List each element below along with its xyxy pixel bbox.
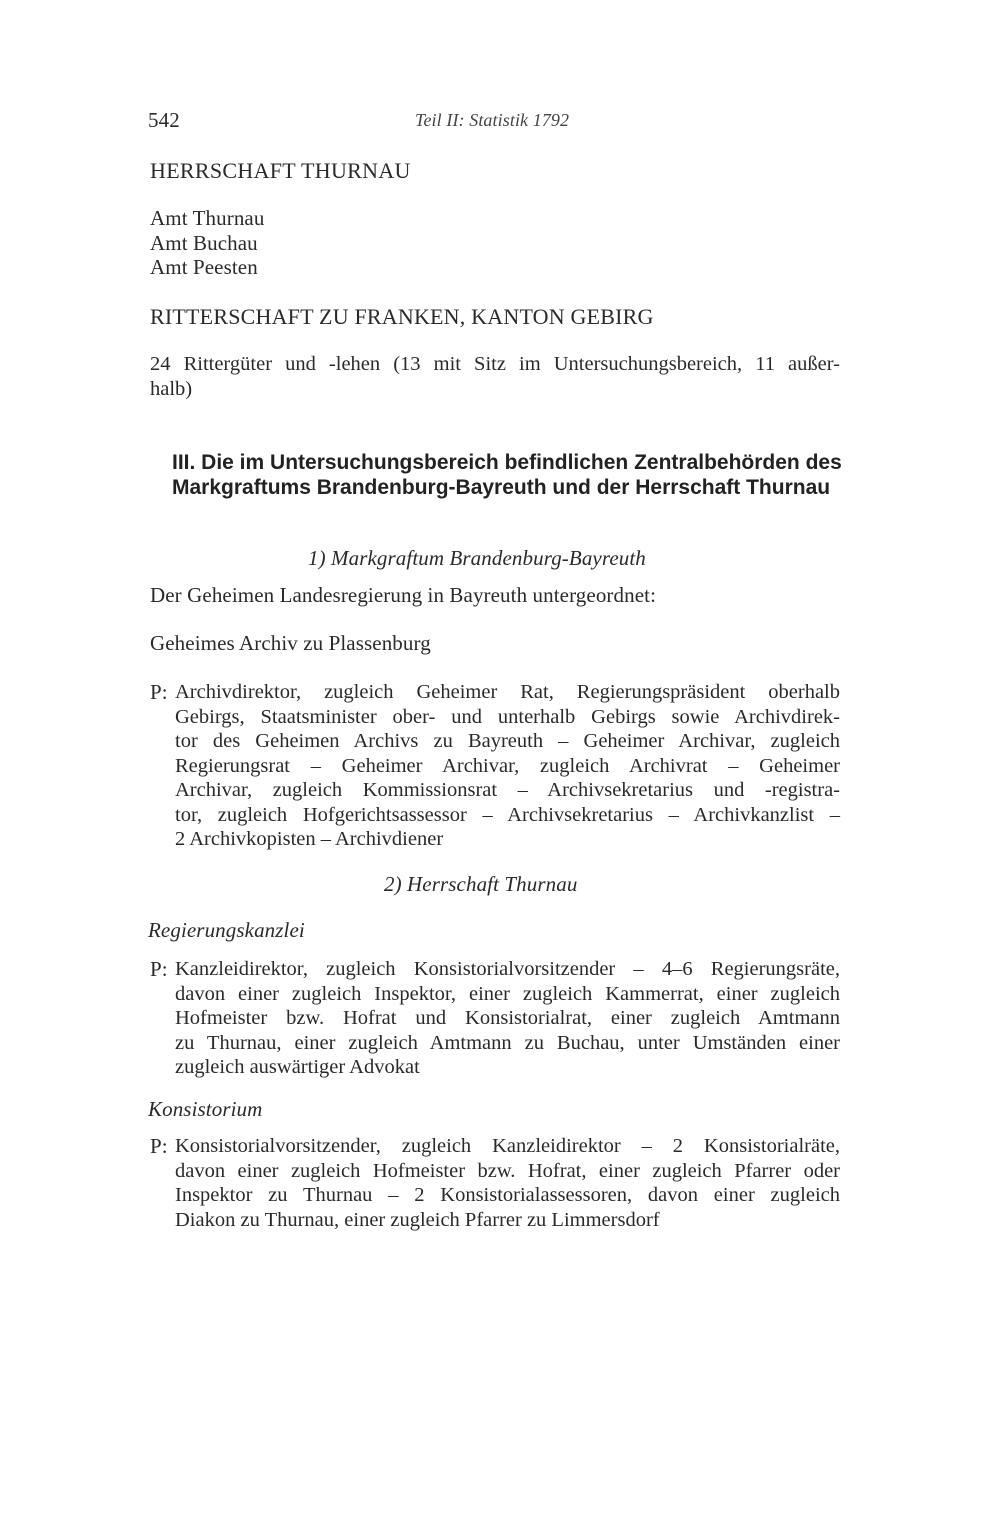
heading-line: III. Die im Untersuchungsbereich befindlichen Zentralbehörden des: [172, 451, 842, 474]
personnel-label: P:: [150, 1134, 168, 1158]
institution-regierungskanzlei: Regierungskanzlei: [148, 918, 305, 942]
section-heading-iii: [172, 450, 842, 500]
text-line: zugleich auswärtiger Advokat: [175, 1056, 420, 1078]
text-line: halb): [150, 377, 193, 400]
text-line: Archivar, zugleich Kommissionsrat – Archivsekretarius und -registra-: [175, 779, 840, 801]
personnel-list-konsistorium: [175, 1134, 840, 1232]
institution-geheimes-archiv: Geheimes Archiv zu Plassenburg: [150, 631, 431, 655]
text-line: Diakon zu Thurnau, einer zugleich Pfarrer zu Limmersdorf: [175, 1208, 660, 1231]
text-line: zu Thurnau, einer zugleich Amtmann zu Buchau, unter Umständen einer: [175, 1031, 840, 1054]
text-line: tor des Geheimen Archivs zu Bayreuth – Geheimer Archivar, zugleich: [175, 730, 840, 752]
heading-line: Markgraftums Brandenburg-Bayreuth und der Herrschaft Thurnau: [172, 476, 831, 499]
text-line: Inspektor zu Thurnau – 2 Konsistorialassessoren, davon einer zugleich: [175, 1184, 840, 1206]
text-line: Gebirgs, Staatsminister ober- und unterhalb Gebirgs sowie Archivdirek-: [175, 705, 840, 728]
list-item: Amt Buchau: [150, 231, 258, 255]
text-line: 2 Archivkopisten – Archivdiener: [175, 828, 444, 850]
text-line: davon einer zugleich Inspektor, einer zugleich Kammerrat, einer zugleich: [175, 982, 840, 1005]
text-line: Kanzleidirektor, zugleich Konsistorialvorsitzender – 4–6 Regierungsräte,: [175, 958, 840, 980]
text-line: Hofmeister bzw. Hofrat und Konsistorialrat, einer zugleich Amtmann: [175, 1007, 840, 1029]
text-line: Archivdirektor, zugleich Geheimer Rat, Regierungspräsident oberhalb: [175, 681, 840, 703]
ritterschaft-text: [150, 352, 840, 401]
institution-konsistorium: Konsistorium: [148, 1097, 263, 1121]
section-title-herrschaft-thurnau: HERRSCHAFT THURNAU: [150, 158, 411, 183]
text-line: Regierungsrat – Geheimer Archivar, zugleich Archivrat – Geheimer: [175, 754, 840, 777]
personnel-list-archiv: [175, 680, 840, 852]
page-number: 542: [148, 108, 180, 132]
subheading-markgraftum: 1) Markgraftum Brandenburg-Bayreuth: [308, 546, 646, 570]
personnel-label: P:: [150, 680, 168, 704]
text-line: davon einer zugleich Hofmeister bzw. Hofrat, einer zugleich Pfarrer oder: [175, 1159, 840, 1182]
personnel-label: P:: [150, 957, 168, 981]
list-item: Amt Peesten: [150, 255, 258, 279]
section-title-ritterschaft: RITTERSCHAFT ZU FRANKEN, KANTON GEBIRG: [150, 304, 654, 329]
personnel-list-regierungskanzlei: [175, 957, 840, 1080]
text-line: tor, zugleich Hofgerichtsassessor – Archivsekretarius – Archivkanzlist –: [175, 803, 840, 826]
text-line: Konsistorialvorsitzender, zugleich Kanzleidirektor – 2 Konsistorialräte,: [175, 1135, 840, 1157]
subheading-herrschaft-thurnau: 2) Herrschaft Thurnau: [384, 872, 578, 896]
markgraftum-intro: Der Geheimen Landesregierung in Bayreuth untergeordnet:: [150, 583, 657, 607]
running-title: Teil II: Statistik 1792: [415, 110, 570, 130]
text-line: 24 Rittergüter und -lehen (13 mit Sitz im Untersuchungsbereich, 11 außer-: [150, 353, 840, 375]
list-item: Amt Thurnau: [150, 206, 265, 230]
